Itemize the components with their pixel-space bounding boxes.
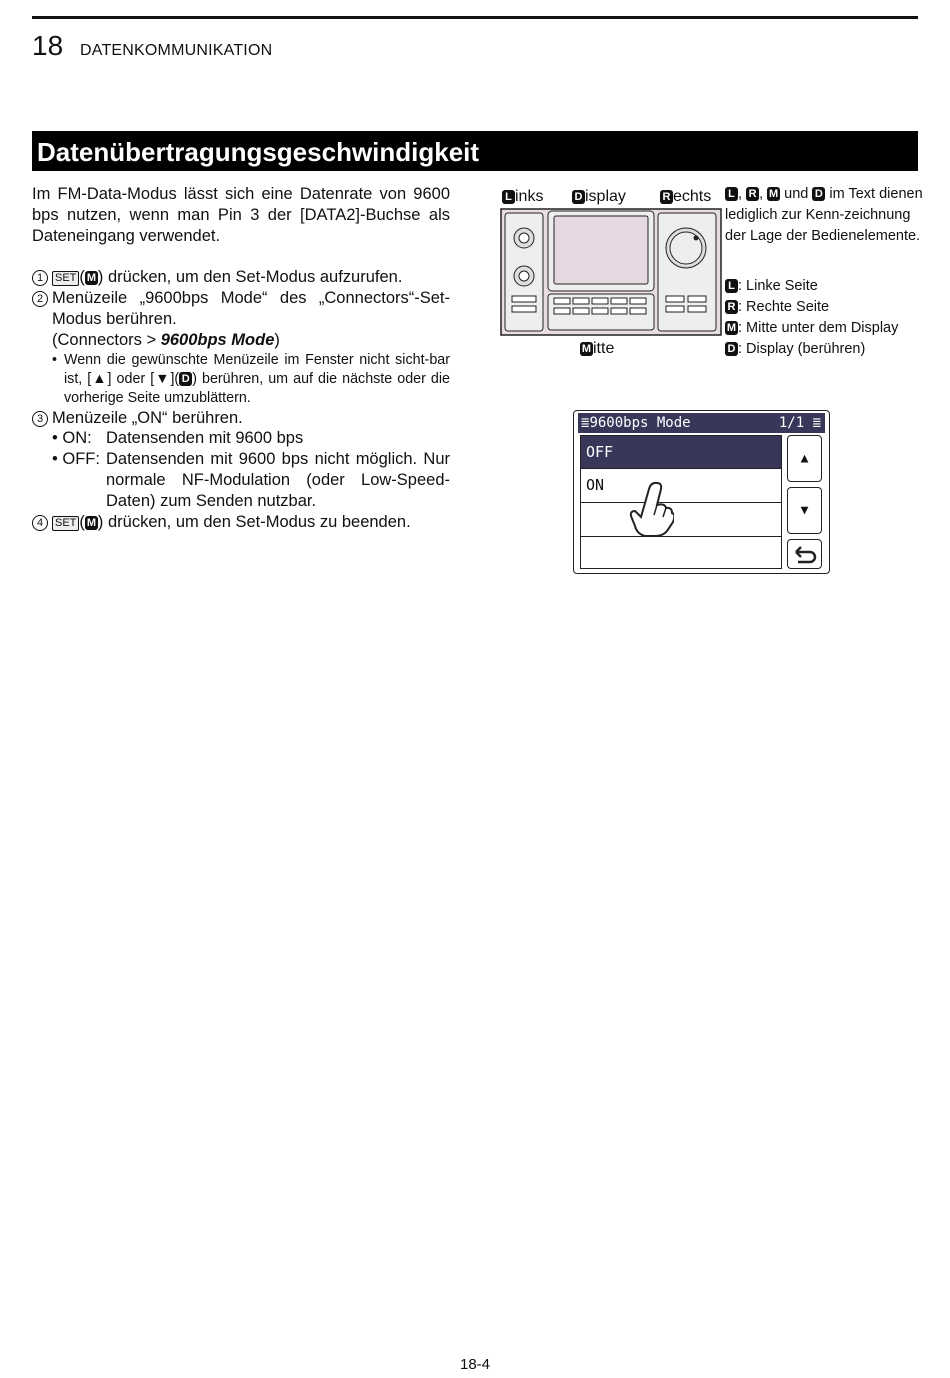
intro-paragraph	[32, 184, 450, 246]
label-text: echts	[673, 188, 712, 205]
page-number: 18-4	[459, 1356, 491, 1373]
key-d-icon: D	[725, 342, 738, 356]
step-2-path	[32, 330, 450, 351]
note-text-end: ) berühren, um auf die nächste oder die vorherige Seite umzublättern.	[64, 370, 450, 406]
legend-text: : Rechte Seite	[738, 299, 830, 315]
key-m-icon: M	[581, 343, 592, 355]
option-off	[32, 449, 450, 511]
separator: und	[780, 186, 813, 202]
key-m-icon: M	[86, 516, 96, 529]
step-text: Menüzeile „9600bps Mode“ des „Connectors“-Set-Modus berühren.	[52, 289, 450, 328]
path-prefix: (Connectors >	[52, 330, 161, 349]
screen-list	[580, 435, 782, 569]
path-suffix: )	[274, 330, 280, 349]
set-mode-screen	[573, 410, 830, 574]
chapter-number: 18	[32, 30, 64, 61]
step-number: 1	[32, 270, 48, 286]
legend-text: : Linke Seite	[738, 278, 818, 294]
list-item-off[interactable]	[581, 436, 781, 469]
option-label: OFF	[586, 443, 614, 461]
key-d-icon: D	[572, 190, 585, 204]
label-mitte	[580, 340, 614, 358]
separator: ,	[759, 186, 768, 202]
separator: ,	[738, 186, 747, 202]
note-text: Wenn die gewünschte Menüzeile im Fenster nicht sicht-bar ist, [▲] oder [▼](	[64, 351, 450, 387]
key-d-icon: D	[812, 187, 825, 201]
option-off-text: Datensenden mit 9600 bps nicht möglich. Nur normale NF-Modulation (oder Low-Speed-Daten) zum Senden nutzbar.	[106, 450, 450, 510]
step-2	[32, 288, 450, 330]
label-display	[572, 188, 626, 206]
legend-item	[725, 320, 898, 336]
step-1: 1 SET ( M ) drücken, um den Set-Modus aufzurufen.	[32, 267, 450, 288]
legend-item	[725, 278, 818, 294]
key-r-icon: R	[746, 187, 759, 201]
chapter-title: DATENKOMMUNIKATION	[80, 42, 273, 59]
set-key-icon: SET	[52, 271, 79, 286]
key-r-icon: R	[725, 300, 738, 314]
option-on	[32, 428, 450, 449]
key-l-icon: L	[725, 279, 738, 293]
key-l-icon: L	[725, 187, 738, 201]
step-3	[32, 408, 450, 429]
step-text: ) drücken, um den Set-Modus zu beenden.	[97, 512, 411, 531]
option-off-label: • OFF:	[52, 450, 100, 469]
list-item-on[interactable]	[581, 469, 781, 503]
return-icon	[788, 540, 821, 568]
touch-hand-icon	[624, 479, 674, 537]
back-button[interactable]	[787, 539, 822, 569]
step-text: ) drücken, um den Set-Modus aufzurufen.	[97, 268, 403, 287]
step-number: 2	[32, 291, 48, 307]
legend-text: : Display (berühren)	[738, 341, 866, 357]
key-r-icon: R	[660, 190, 673, 204]
menu-icon: ≣	[581, 415, 590, 431]
set-key-icon: SET	[52, 516, 79, 531]
section-title: Datenübertragungsgeschwindigkeit	[37, 137, 480, 167]
screen-title: 9600bps Mode	[589, 415, 691, 431]
label-rechts	[660, 188, 711, 206]
legend-intro-text: im Text dienen lediglich zur Kenn-zeichnung der Lage der Bedienelemente.	[725, 186, 923, 244]
step-text: Menüzeile „ON“ berühren.	[52, 408, 243, 427]
scroll-up-button[interactable]: ▲	[787, 435, 822, 482]
legend-intro	[725, 184, 925, 247]
label-links	[502, 188, 543, 206]
key-d-icon: D	[179, 372, 192, 386]
step-number: 3	[32, 411, 48, 427]
option-on-text: Datensenden mit 9600 bps	[106, 429, 304, 448]
screen-title-bar	[578, 413, 825, 433]
key-m-icon: M	[769, 188, 779, 200]
option-label: ON	[586, 476, 605, 494]
radio-front-panel-illustration	[500, 208, 722, 336]
path-item: 9600bps Mode	[160, 330, 275, 349]
instructions	[32, 184, 450, 532]
list-item-empty	[581, 503, 781, 537]
header-rule	[32, 16, 918, 19]
step-number: 4	[32, 515, 48, 531]
key-m-icon: M	[86, 272, 96, 285]
key-m-icon: M	[726, 322, 737, 334]
step-2-note	[32, 351, 450, 408]
legend-item	[725, 299, 829, 315]
scroll-down-button[interactable]: ▼	[787, 487, 822, 534]
step-4: 4 SET ( M ) drücken, um den Set-Modus zu beenden.	[32, 512, 450, 533]
label-text: itte	[593, 340, 615, 357]
option-on-label: • ON:	[52, 429, 92, 448]
note-bullet: •	[52, 351, 58, 368]
legend-text: : Mitte unter dem Display	[738, 320, 899, 336]
label-text: isplay	[585, 188, 626, 205]
label-text: inks	[515, 188, 544, 205]
section-heading-bar	[32, 131, 918, 171]
intro-text: Im FM-Data-Modus lässt sich eine Datenrate von 9600 bps nutzen, wenn man Pin 3 der [DATA2]-Buchse als Dateneingang verwendet.	[32, 185, 450, 245]
page-indicator: 1/1 ≣	[778, 415, 821, 431]
key-l-icon: L	[502, 190, 515, 204]
legend-item	[725, 341, 865, 357]
